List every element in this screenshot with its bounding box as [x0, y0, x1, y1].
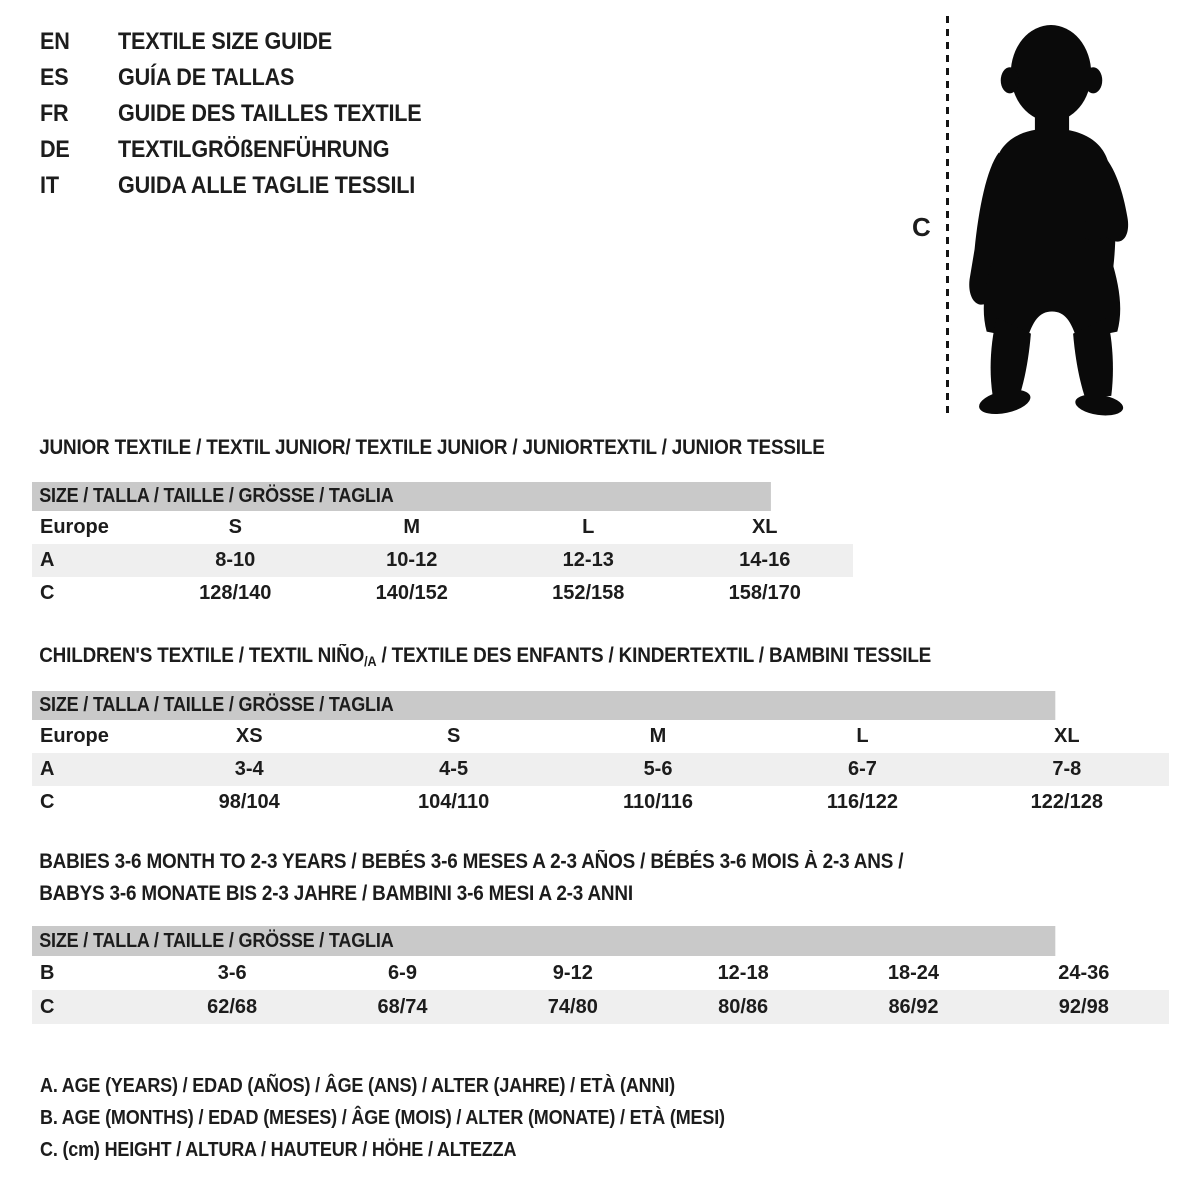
- height-cell: 104/110: [418, 791, 490, 813]
- lang-title: GUIDE DES TAILLES TEXTILE: [118, 100, 422, 127]
- size-cell: M: [403, 516, 421, 538]
- size-cell: M: [649, 725, 667, 747]
- lang-row-de: [40, 132, 455, 168]
- lang-row-es: [40, 60, 455, 96]
- size-cell: XL: [751, 516, 778, 538]
- table-row: [32, 786, 1169, 819]
- height-cell: 128/140: [199, 582, 272, 604]
- table-row: [32, 511, 853, 544]
- age-cell: 14-16: [739, 549, 791, 571]
- height-cell: 158/170: [728, 582, 801, 604]
- table-row: [32, 753, 1169, 786]
- legend-line-b: B. AGE (MONTHS) / EDAD (MESES) / ÂGE (MOIS) / ALTER (MONATE) / ETÀ (MESI): [40, 1107, 725, 1129]
- height-cell: 122/128: [1030, 791, 1103, 813]
- height-cell: 116/122: [826, 791, 899, 813]
- section-title-line2: BABYS 3-6 MONATE BIS 2-3 JAHRE / BAMBINI 3-6 MESI A 2-3 ANNI: [39, 882, 633, 905]
- age-cell: 4-5: [439, 758, 469, 780]
- height-cell: 110/116: [622, 791, 694, 813]
- age-cell: 3-6: [217, 961, 247, 984]
- lang-title: TEXTILE SIZE GUIDE: [118, 28, 332, 55]
- height-cell: 62/68: [207, 995, 258, 1018]
- size-cell: L: [856, 725, 869, 747]
- lang-code: IT: [40, 172, 59, 199]
- age-cell: 6-7: [847, 758, 877, 780]
- section-title: JUNIOR TEXTILE / TEXTIL JUNIOR/ TEXTILE JUNIOR / JUNIORTEXTIL / JUNIOR TESSILE: [39, 436, 825, 459]
- row-label: A: [40, 549, 55, 571]
- size-cell: XS: [235, 725, 263, 747]
- age-cell: 24-36: [1058, 961, 1110, 984]
- junior-size-table: [32, 482, 853, 610]
- table-row: [32, 544, 853, 577]
- row-label: A: [40, 758, 55, 780]
- age-cell: 12-18: [717, 961, 769, 984]
- age-cell: 12-13: [562, 549, 614, 571]
- size-table-header: SIZE / TALLA / TAILLE / GRÖSSE / TAGLIA: [32, 926, 1055, 956]
- table-row: [32, 720, 1169, 753]
- height-measure-label: C: [912, 212, 931, 242]
- age-cell: 10-12: [386, 549, 438, 571]
- section-title: [32, 644, 1055, 669]
- row-label: C: [40, 791, 55, 813]
- height-cell: 74/80: [547, 995, 598, 1018]
- age-cell: 5-6: [643, 758, 673, 780]
- height-cell: 140/152: [375, 582, 448, 604]
- age-cell: 6-9: [388, 961, 417, 984]
- age-cell: 3-4: [234, 758, 264, 780]
- age-cell: 8-10: [215, 549, 256, 571]
- height-dashed-line: [946, 16, 949, 416]
- lang-row-fr: [40, 96, 455, 132]
- row-label: C: [40, 582, 55, 604]
- section-babies-textile: [32, 846, 1169, 1024]
- table-row: [32, 990, 1169, 1024]
- children-size-table: [32, 691, 1169, 819]
- size-cell: XL: [1054, 725, 1080, 747]
- lang-code: DE: [40, 136, 70, 163]
- lang-code: ES: [40, 64, 69, 91]
- legend-line-c: C. (cm) HEIGHT / ALTURA / HAUTEUR / HÖHE / ALTEZZA: [40, 1139, 517, 1161]
- height-cell: 92/98: [1058, 995, 1109, 1018]
- toddler-silhouette-icon: [962, 16, 1144, 418]
- size-table-header: SIZE / TALLA / TAILLE / GRÖSSE / TAGLIA: [32, 691, 1055, 720]
- height-cell: 80/86: [718, 995, 769, 1018]
- row-label: Europe: [40, 516, 109, 538]
- row-label: C: [40, 995, 55, 1018]
- lang-title: GUÍA DE TALLAS: [118, 64, 295, 91]
- size-cell: S: [446, 725, 461, 747]
- measurement-legend: [40, 1070, 801, 1166]
- section-children-textile: [32, 644, 1169, 819]
- height-cell: 68/74: [377, 995, 428, 1018]
- section-junior-textile: [32, 436, 853, 610]
- lang-row-it: [40, 168, 455, 204]
- age-cell: 7-8: [1052, 758, 1082, 780]
- section-title-line1: BABIES 3-6 MONTH TO 2-3 YEARS / BEBÉS 3-6 MESES A 2-3 AÑOS / BÉBÉS 3-6 MOIS À 2-3 ANS /: [39, 850, 904, 873]
- language-title-list: [40, 24, 455, 204]
- title-rest: / TEXTILE DES ENFANTS / KINDERTEXTIL / BAMBINI TESSILE: [376, 644, 932, 667]
- lang-row-en: [40, 24, 455, 60]
- table-row: [32, 577, 853, 610]
- age-cell: 18-24: [887, 961, 940, 984]
- lang-code: EN: [40, 28, 70, 55]
- title-subscript: /A: [364, 653, 377, 669]
- lang-title: GUIDA ALLE TAGLIE TESSILI: [118, 172, 416, 199]
- size-table-header: SIZE / TALLA / TAILLE / GRÖSSE / TAGLIA: [32, 482, 771, 511]
- height-cell: 152/158: [552, 582, 625, 604]
- size-cell: L: [582, 516, 595, 538]
- age-cell: 9-12: [552, 961, 593, 984]
- babies-size-table: [32, 926, 1169, 1024]
- table-row: [32, 956, 1169, 990]
- size-cell: S: [228, 516, 242, 538]
- row-label: Europe: [40, 725, 109, 747]
- height-cell: 98/104: [218, 791, 280, 813]
- lang-title: TEXTILGRÖßENFÜHRUNG: [118, 136, 390, 163]
- title-main: CHILDREN'S TEXTILE / TEXTIL NIÑO: [39, 644, 365, 667]
- legend-line-a: A. AGE (YEARS) / EDAD (AÑOS) / ÂGE (ANS) / ALTER (JAHRE) / ETÀ (ANNI): [40, 1075, 675, 1097]
- row-label: B: [40, 961, 55, 984]
- height-cell: 86/92: [888, 995, 939, 1018]
- lang-code: FR: [40, 100, 69, 127]
